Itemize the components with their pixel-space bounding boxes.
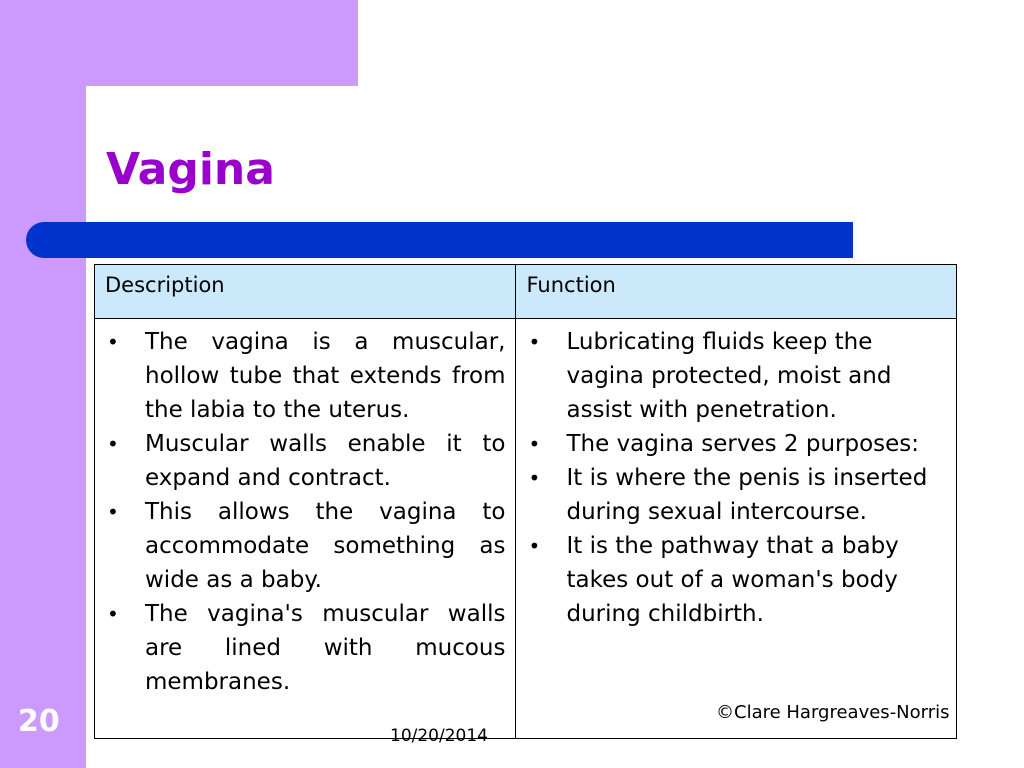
description-text: The vagina's muscular walls are lined with mucous membranes.: [145, 601, 506, 695]
list-item: [105, 325, 505, 427]
list-item: [526, 529, 946, 631]
bullet-icon: •: [107, 602, 119, 626]
bullet-icon: •: [528, 330, 541, 354]
list-item: [105, 427, 505, 495]
bullet-icon: •: [107, 432, 119, 456]
table-header-row: [95, 265, 957, 319]
content-table: [94, 264, 957, 739]
description-list: [105, 325, 505, 699]
bullet-icon: •: [528, 466, 541, 490]
function-text: Lubricating fluids keep the vagina protected, moist and assist with penetration.: [566, 329, 892, 423]
description-text: The vagina is a muscular, hollow tube that extends from the labia to the uterus.: [145, 329, 506, 423]
header-description: Description: [95, 265, 516, 319]
function-text: The vagina serves 2 purposes:: [566, 431, 920, 457]
list-item: [105, 597, 505, 699]
list-item: [105, 495, 505, 597]
function-text: It is the pathway that a baby takes out of a woman's body during childbirth.: [566, 533, 899, 627]
list-item: [526, 427, 946, 461]
description-text: Muscular walls enable it to expand and contract.: [145, 431, 506, 491]
left-accent-band: [0, 0, 86, 768]
list-item: [526, 325, 946, 427]
top-accent-band: [0, 0, 358, 86]
header-function: Function: [516, 265, 957, 319]
slide-number: 20: [18, 704, 60, 739]
list-item: [526, 461, 946, 529]
function-text: It is where the penis is inserted during sexual intercourse.: [566, 465, 928, 525]
bullet-icon: •: [528, 432, 541, 456]
bullet-icon: •: [107, 330, 119, 354]
copyright-notice: ©Clare Hargreaves-Norris: [716, 702, 950, 723]
bullet-icon: •: [528, 534, 541, 558]
title-underline-bar: [26, 222, 853, 258]
table-body-row: [95, 319, 957, 739]
description-text: This allows the vagina to accommodate something as wide as a baby.: [145, 499, 506, 593]
function-cell: [516, 319, 957, 739]
bullet-icon: •: [107, 500, 119, 524]
slide-title: Vagina: [106, 144, 275, 195]
slide-date: 10/20/2014: [390, 726, 488, 746]
function-list: [526, 325, 946, 631]
description-cell: [95, 319, 516, 739]
